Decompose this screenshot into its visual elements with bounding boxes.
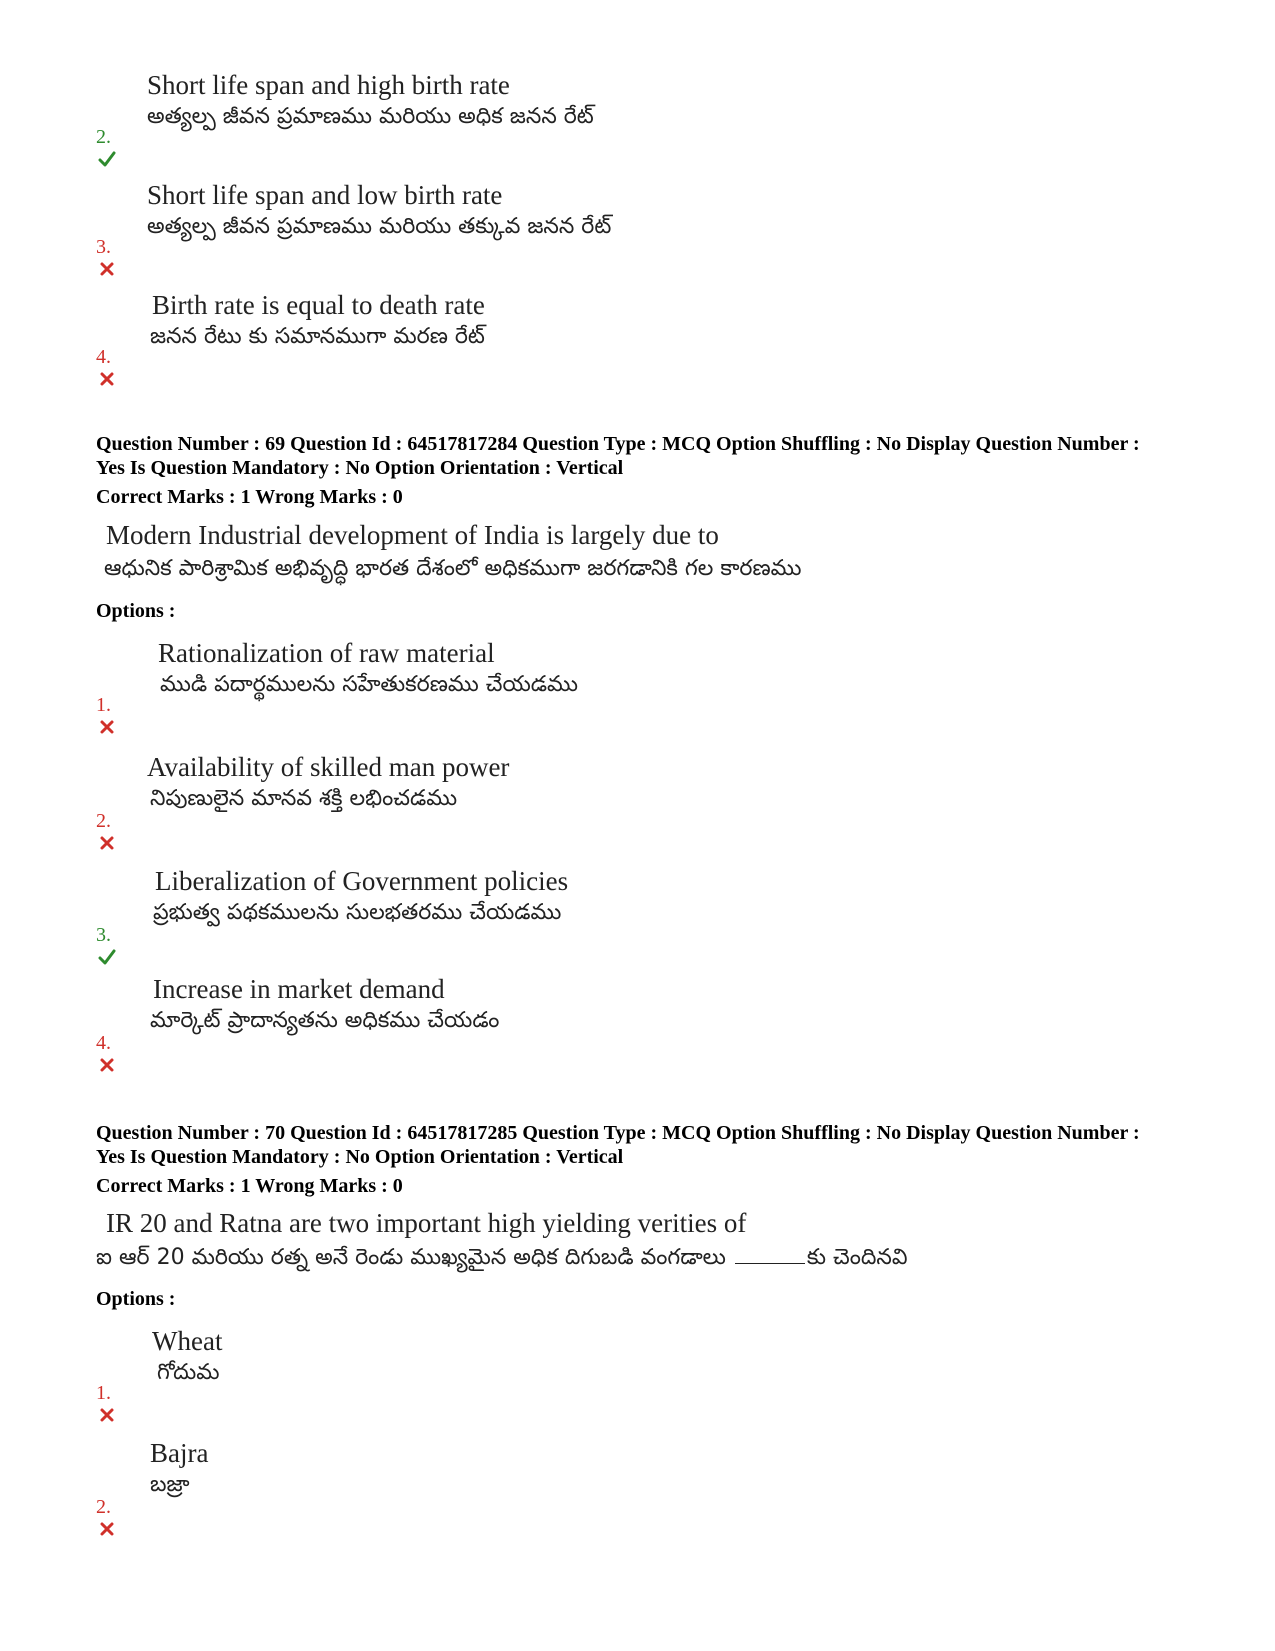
check-icon [98, 949, 116, 965]
option-text-te: బజ్రా [150, 1472, 190, 1497]
question-69-text-en: Modern Industrial development of India is largely due to [106, 520, 719, 550]
option-number: 4. [96, 346, 116, 392]
cross-icon [98, 1521, 116, 1537]
option-text-te: నిపుణులైన మానవ శక్తి లభించడము [150, 786, 458, 811]
question-70-marks: Correct Marks : 1 Wrong Marks : 0 [96, 1175, 403, 1197]
question-69-options-label: Options : [96, 600, 176, 622]
option-text-te: మార్కెట్ ప్రాదాన్యతను అధికము చేయడం [150, 1008, 500, 1033]
option-text-en: Short life span and high birth rate [147, 70, 510, 100]
option-number: 3. [96, 236, 116, 282]
option-text-en: Short life span and low birth rate [147, 180, 503, 210]
cross-icon [98, 1407, 116, 1423]
option-text-en: Wheat [152, 1326, 223, 1356]
meta-line-2: Yes Is Question Mandatory : No Option Orientation : Vertical [96, 457, 624, 479]
option-number: 4. [96, 1032, 116, 1078]
option-text-te: ప్రభుత్వ పథకములను సులభతరము చేయడము [153, 900, 562, 925]
option-number: 1. [96, 694, 116, 740]
question-69-text-te: ఆధునిక పారిశ్రామిక అభివృద్ధి భారత దేశంలో అధికముగా జరగడానికి గల కారణము [104, 556, 802, 581]
option-text-en: Birth rate is equal to death rate [152, 290, 485, 320]
cross-icon [98, 719, 116, 735]
option-text-te: అత్యల్ప జీవన ప్రమాణము మరియు తక్కువ జనన రేట్ [147, 214, 612, 239]
option-text-en: Bajra [150, 1438, 209, 1468]
option-text-te: జనన రేటు కు సమానముగా మరణ రేట్ [150, 324, 485, 349]
cross-icon [98, 835, 116, 851]
option-text-en: Rationalization of raw material [158, 638, 495, 668]
question-69-meta [96, 432, 1140, 480]
answer-blank [735, 1245, 805, 1264]
meta-line-1: Question Number : 70 Question Id : 64517817285 Question Type : MCQ Option Shuffling : No Display Question Number : [96, 1122, 1140, 1144]
option-number: 1. [96, 1382, 116, 1428]
option-number: 2. [96, 810, 116, 856]
meta-line-1: Question Number : 69 Question Id : 64517817284 Question Type : MCQ Option Shuffling : No Display Question Number : [96, 433, 1140, 455]
question-70-meta [96, 1121, 1140, 1169]
option-text-en: Liberalization of Government policies [155, 866, 569, 896]
check-icon [98, 151, 116, 167]
option-text-te: ముడి పదార్థములను సహేతుకరణము చేయడము [160, 672, 578, 697]
cross-icon [98, 371, 116, 387]
option-text-te: గోదుమ [157, 1360, 220, 1385]
question-69-marks: Correct Marks : 1 Wrong Marks : 0 [96, 486, 403, 508]
option-number: 2. [96, 1496, 116, 1542]
question-70-options-label: Options : [96, 1288, 176, 1310]
question-70-text-te: ఐ ఆర్ 20 మరియు రత్న అనే రెండు ముఖ్యమైన అధిక దిగుబడి వంగడాలు కు చెందినవి [96, 1245, 908, 1270]
option-text-en: Increase in market demand [153, 974, 445, 1004]
question-70-text-en: IR 20 and Ratna are two important high yielding verities of [106, 1208, 747, 1238]
option-text-en: Availability of skilled man power [147, 752, 510, 782]
option-text-te: అత్యల్ప జీవన ప్రమాణము మరియు అధిక జనన రేట్ [147, 104, 594, 129]
option-number: 2. [96, 126, 116, 172]
option-number: 3. [96, 924, 116, 970]
cross-icon [98, 261, 116, 277]
cross-icon [98, 1057, 116, 1073]
meta-line-2: Yes Is Question Mandatory : No Option Orientation : Vertical [96, 1146, 624, 1168]
